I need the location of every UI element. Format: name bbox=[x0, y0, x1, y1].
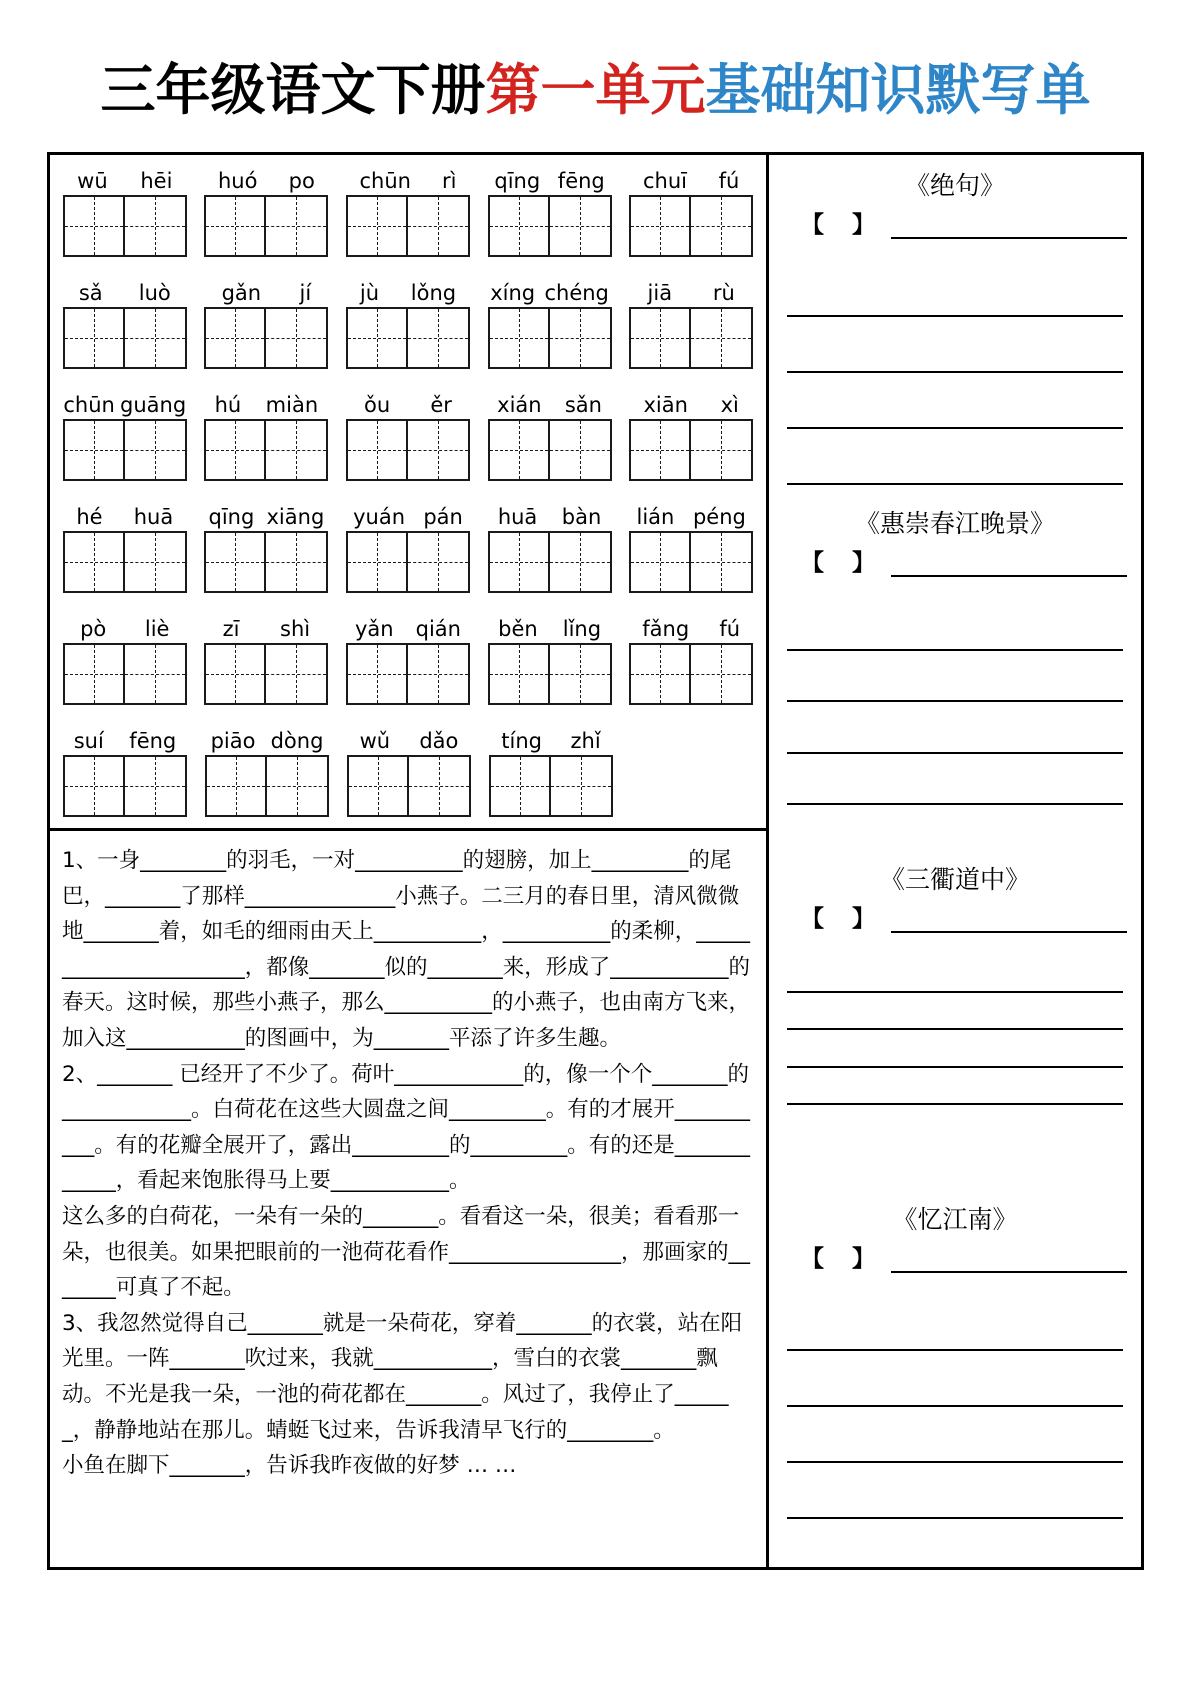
tianzige-box[interactable] bbox=[488, 643, 550, 705]
tianzige-box[interactable] bbox=[550, 195, 612, 257]
pinyin-label bbox=[61, 163, 189, 193]
tianzige-box[interactable] bbox=[489, 755, 551, 817]
tianzige-box[interactable] bbox=[691, 195, 753, 257]
poem-write-line[interactable] bbox=[787, 261, 1123, 317]
pinyin-label bbox=[61, 723, 189, 753]
poem-write-line[interactable] bbox=[787, 1030, 1123, 1068]
title-segment-unit: 第一单元 bbox=[485, 58, 706, 122]
poem-write-line[interactable] bbox=[787, 955, 1123, 993]
poem-author-line[interactable] bbox=[783, 1245, 1127, 1273]
tianzige-pair[interactable] bbox=[63, 419, 187, 481]
pinyin-syllable: chūn bbox=[63, 393, 115, 417]
pinyin-label bbox=[486, 499, 614, 529]
pinyin-label bbox=[486, 387, 614, 417]
poem-write-line[interactable] bbox=[891, 907, 1127, 933]
tianzige-pair[interactable] bbox=[347, 755, 471, 817]
pinyin-syllable: zī bbox=[222, 617, 240, 641]
tianzige-box[interactable] bbox=[408, 195, 470, 257]
word-writing-cell[interactable] bbox=[200, 163, 334, 275]
pinyin-syllable: zhǐ bbox=[570, 729, 601, 753]
pinyin-syllable: fǎng bbox=[642, 617, 690, 641]
poem-recitation-column bbox=[769, 155, 1141, 1567]
pinyin-label bbox=[202, 611, 330, 641]
page-title bbox=[0, 0, 1191, 130]
poem-author-line[interactable] bbox=[783, 211, 1127, 239]
pinyin-label bbox=[486, 163, 614, 193]
poem-write-line[interactable] bbox=[787, 993, 1123, 1031]
pinyin-syllable: rì bbox=[441, 169, 457, 193]
pinyin-label bbox=[61, 387, 189, 417]
pinyin-syllable: chéng bbox=[544, 281, 609, 305]
word-writing-cell[interactable] bbox=[341, 611, 475, 723]
pinyin-label bbox=[627, 499, 755, 529]
dynasty-bracket[interactable]: 【 】 bbox=[801, 1246, 886, 1272]
pinyin-row bbox=[58, 611, 766, 723]
pinyin-syllable: shì bbox=[280, 617, 311, 641]
tianzige-pair[interactable] bbox=[63, 195, 187, 257]
poem-recitation-block bbox=[769, 155, 1141, 485]
pinyin-syllable: fēng bbox=[557, 169, 605, 193]
pinyin-syllable: xì bbox=[720, 393, 739, 417]
pinyin-syllable: qīng bbox=[494, 169, 541, 193]
word-writing-cell[interactable] bbox=[342, 723, 476, 835]
title-segment-subject: 基础知识默写单 bbox=[705, 58, 1091, 122]
pinyin-label bbox=[344, 163, 472, 193]
word-writing-cell[interactable] bbox=[200, 611, 334, 723]
tianzige-pair[interactable] bbox=[204, 531, 328, 593]
tianzige-box[interactable] bbox=[204, 307, 266, 369]
poem-write-line[interactable] bbox=[787, 651, 1123, 703]
word-writing-cell[interactable] bbox=[200, 387, 334, 499]
tianzige-pair[interactable] bbox=[204, 195, 328, 257]
poem-write-line[interactable] bbox=[787, 599, 1123, 651]
tianzige-box[interactable] bbox=[63, 755, 125, 817]
poem-title: 《忆江南》 bbox=[892, 1205, 1018, 1234]
word-writing-cell[interactable] bbox=[341, 387, 475, 499]
pinyin-syllable: péng bbox=[692, 505, 746, 529]
tianzige-box[interactable] bbox=[629, 195, 691, 257]
tianzige-pair[interactable] bbox=[63, 755, 187, 817]
pinyin-syllable: yuán bbox=[353, 505, 406, 529]
pinyin-syllable: fú bbox=[718, 169, 740, 193]
pinyin-syllable: ǒu bbox=[364, 393, 391, 417]
pinyin-syllable: jiā bbox=[647, 281, 673, 305]
pinyin-label bbox=[627, 275, 755, 305]
poem-write-line[interactable] bbox=[787, 1295, 1123, 1351]
tianzige-pair[interactable] bbox=[346, 419, 470, 481]
pinyin-label bbox=[627, 163, 755, 193]
tianzige-box[interactable] bbox=[550, 307, 612, 369]
poem-title: 《绝句》 bbox=[904, 171, 1005, 200]
poem-write-line[interactable] bbox=[787, 429, 1123, 485]
tianzige-box[interactable] bbox=[346, 531, 408, 593]
tianzige-pair[interactable] bbox=[205, 755, 329, 817]
pinyin-label bbox=[344, 387, 472, 417]
tianzige-box[interactable] bbox=[550, 643, 612, 705]
word-writing-cell[interactable] bbox=[483, 275, 617, 387]
word-writing-cell[interactable] bbox=[483, 499, 617, 611]
tianzige-box[interactable] bbox=[204, 195, 266, 257]
word-writing-cell[interactable] bbox=[624, 387, 758, 499]
tianzige-pair[interactable] bbox=[346, 195, 470, 257]
pinyin-syllable: xíng bbox=[490, 281, 536, 305]
tianzige-pair[interactable] bbox=[489, 755, 613, 817]
poem-title: 《惠崇春江晚景》 bbox=[854, 509, 1055, 538]
tianzige-box[interactable] bbox=[204, 419, 266, 481]
tianzige-box[interactable] bbox=[488, 195, 550, 257]
worksheet-frame bbox=[47, 152, 1144, 1570]
tianzige-pair[interactable] bbox=[204, 643, 328, 705]
tianzige-pair[interactable] bbox=[204, 419, 328, 481]
pinyin-label bbox=[486, 275, 614, 305]
tianzige-box[interactable] bbox=[266, 419, 328, 481]
pinyin-syllable: gǎn bbox=[221, 281, 262, 305]
passage-paragraph-2b: 这么多的白荷花，一朵有一朵的_______。看看这一朵，很美；看看那一朵，也很美。如果把眼前的一池荷花看作________________，那画家的_______可真了不起。 bbox=[62, 1203, 751, 1301]
pinyin-syllable: guāng bbox=[120, 393, 187, 417]
word-writing-cell[interactable] bbox=[58, 499, 192, 611]
tianzige-box[interactable] bbox=[408, 419, 470, 481]
poem-author-line[interactable] bbox=[783, 549, 1127, 577]
tianzige-box[interactable] bbox=[408, 531, 470, 593]
poem-write-line[interactable] bbox=[787, 1351, 1123, 1407]
pinyin-syllable: lián bbox=[636, 505, 675, 529]
poem-author-line[interactable] bbox=[783, 905, 1127, 933]
tianzige-box[interactable] bbox=[125, 419, 187, 481]
tianzige-box[interactable] bbox=[551, 755, 613, 817]
tianzige-box[interactable] bbox=[266, 307, 328, 369]
pinyin-row bbox=[58, 723, 766, 835]
pinyin-syllable: hēi bbox=[140, 169, 173, 193]
word-writing-cell[interactable] bbox=[624, 163, 758, 275]
left-column bbox=[50, 155, 769, 1567]
pinyin-syllable: sǎ bbox=[78, 281, 103, 305]
pinyin-syllable: qián bbox=[415, 617, 461, 641]
pinyin-label bbox=[202, 163, 330, 193]
tianzige-pair[interactable] bbox=[629, 643, 753, 705]
pinyin-syllable: lǒng bbox=[410, 281, 457, 305]
word-writing-cell[interactable] bbox=[624, 275, 758, 387]
pinyin-syllable: piāo bbox=[210, 729, 256, 753]
pinyin-syllable: fú bbox=[719, 617, 741, 641]
pinyin-syllable: ěr bbox=[430, 393, 452, 417]
word-writing-cell[interactable] bbox=[483, 387, 617, 499]
poem-recitation-block bbox=[769, 485, 1141, 805]
pinyin-syllable: běn bbox=[498, 617, 538, 641]
tianzige-box[interactable] bbox=[629, 643, 691, 705]
tianzige-box[interactable] bbox=[346, 307, 408, 369]
poem-write-line[interactable] bbox=[787, 754, 1123, 806]
tianzige-box[interactable] bbox=[629, 419, 691, 481]
pinyin-syllable: pán bbox=[423, 505, 463, 529]
pinyin-row bbox=[58, 163, 766, 275]
title-segment-grade: 三年级语文下册 bbox=[100, 58, 486, 122]
poem-recitation-block bbox=[769, 1105, 1141, 1567]
poem-write-line[interactable] bbox=[787, 373, 1123, 429]
tianzige-pair[interactable] bbox=[204, 307, 328, 369]
pinyin-label bbox=[202, 499, 330, 529]
tianzige-box[interactable] bbox=[629, 307, 691, 369]
tianzige-box[interactable] bbox=[63, 531, 125, 593]
word-writing-cell[interactable] bbox=[483, 611, 617, 723]
tianzige-box[interactable] bbox=[63, 195, 125, 257]
tianzige-box[interactable] bbox=[346, 643, 408, 705]
tianzige-box[interactable] bbox=[266, 531, 328, 593]
tianzige-box[interactable] bbox=[408, 643, 470, 705]
tianzige-box[interactable] bbox=[409, 755, 471, 817]
tianzige-box[interactable] bbox=[205, 755, 267, 817]
word-writing-cell[interactable] bbox=[58, 163, 192, 275]
pinyin-label bbox=[61, 275, 189, 305]
tianzige-box[interactable] bbox=[266, 195, 328, 257]
pinyin-syllable: wǔ bbox=[359, 729, 391, 753]
tianzige-pair[interactable] bbox=[488, 419, 612, 481]
tianzige-pair[interactable] bbox=[629, 419, 753, 481]
pinyin-label bbox=[344, 275, 472, 305]
tianzige-box[interactable] bbox=[204, 643, 266, 705]
tianzige-pair[interactable] bbox=[346, 307, 470, 369]
tianzige-box[interactable] bbox=[550, 531, 612, 593]
pinyin-label bbox=[345, 723, 473, 753]
pinyin-syllable: po bbox=[288, 169, 315, 193]
tianzige-pair[interactable] bbox=[63, 531, 187, 593]
fill-in-passage-section bbox=[50, 831, 766, 1567]
pinyin-label bbox=[61, 611, 189, 641]
pinyin-label bbox=[344, 499, 472, 529]
tianzige-box[interactable] bbox=[346, 419, 408, 481]
pinyin-label bbox=[344, 611, 472, 641]
pinyin-syllable: yǎn bbox=[354, 617, 394, 641]
tianzige-pair[interactable] bbox=[629, 307, 753, 369]
dynasty-bracket[interactable]: 【 】 bbox=[801, 212, 886, 238]
pinyin-syllable: wū bbox=[77, 169, 108, 193]
tianzige-box[interactable] bbox=[266, 643, 328, 705]
dynasty-bracket[interactable]: 【 】 bbox=[801, 906, 886, 932]
tianzige-box[interactable] bbox=[691, 531, 753, 593]
word-writing-cell[interactable] bbox=[58, 387, 192, 499]
pinyin-row bbox=[58, 275, 766, 387]
tianzige-pair[interactable] bbox=[63, 307, 187, 369]
pinyin-label bbox=[486, 611, 614, 641]
pinyin-syllable: dòng bbox=[270, 729, 324, 753]
tianzige-box[interactable] bbox=[691, 643, 753, 705]
tianzige-box[interactable] bbox=[125, 643, 187, 705]
poem-write-line[interactable] bbox=[891, 551, 1127, 577]
pinyin-syllable: xiān bbox=[643, 393, 688, 417]
poem-write-line[interactable] bbox=[787, 1407, 1123, 1463]
pinyin-syllable: xián bbox=[497, 393, 542, 417]
pinyin-syllable: suí bbox=[73, 729, 104, 753]
pinyin-grid-section bbox=[50, 155, 766, 831]
passage-paragraph-1: 1、一身________的羽毛，一对__________的翅膀，加上_________的尾巴，_______了那样______________小燕子。二三月的春日里，清风微微地_______着，如毛的细雨由天上__________，__________的柔柳，______________________，都像_______似的_______来，形成了___________的春天。这时候，那些小燕子，那么__________的小燕子，也由南方飞来，加入这___________的图画中，为_______平添了许多生趣。 bbox=[62, 848, 751, 1051]
pinyin-syllable: lǐng bbox=[562, 617, 602, 641]
pinyin-syllable: huā bbox=[497, 505, 538, 529]
tianzige-box[interactable] bbox=[691, 307, 753, 369]
tianzige-box[interactable] bbox=[346, 195, 408, 257]
pinyin-label bbox=[202, 387, 330, 417]
tianzige-box[interactable] bbox=[125, 755, 187, 817]
tianzige-pair[interactable] bbox=[488, 195, 612, 257]
tianzige-box[interactable] bbox=[488, 419, 550, 481]
tianzige-box[interactable] bbox=[125, 307, 187, 369]
tianzige-pair[interactable] bbox=[488, 531, 612, 593]
pinyin-label bbox=[627, 611, 755, 641]
word-writing-cell[interactable] bbox=[484, 723, 618, 835]
pinyin-syllable: hé bbox=[76, 505, 103, 529]
pinyin-syllable: jí bbox=[299, 281, 312, 305]
pinyin-syllable: chuī bbox=[642, 169, 687, 193]
pinyin-syllable: tíng bbox=[501, 729, 542, 753]
pinyin-syllable: miàn bbox=[265, 393, 319, 417]
tianzige-box[interactable] bbox=[488, 531, 550, 593]
passage-paragraph-2: 2、_______ 已经开了不少了。荷叶____________的，像一个个_______的____________。白荷花在这些大圆盘之间_________。有的才展开__________。有的花瓣全展开了，露出_________的_________。有的还是____________，看起来饱胀得马上要___________。 bbox=[62, 1061, 751, 1194]
tianzige-box[interactable] bbox=[125, 195, 187, 257]
pinyin-syllable: huā bbox=[133, 505, 174, 529]
tianzige-box[interactable] bbox=[125, 531, 187, 593]
pinyin-syllable: qīng bbox=[208, 505, 255, 529]
pinyin-row bbox=[58, 499, 766, 611]
pinyin-syllable: dǎo bbox=[419, 729, 459, 753]
tianzige-box[interactable] bbox=[629, 531, 691, 593]
pinyin-syllable: bàn bbox=[561, 505, 602, 529]
poem-recitation-block bbox=[769, 805, 1141, 1105]
pinyin-syllable: jù bbox=[359, 281, 380, 305]
poem-title: 《三衢道中》 bbox=[879, 865, 1030, 894]
word-writing-cell[interactable] bbox=[341, 499, 475, 611]
pinyin-syllable: pò bbox=[80, 617, 107, 641]
tianzige-pair[interactable] bbox=[63, 643, 187, 705]
pinyin-label bbox=[61, 499, 189, 529]
passage-paragraph-3b: 小鱼在脚下_______，告诉我昨夜做的好梦 … … bbox=[62, 1453, 517, 1479]
tianzige-box[interactable] bbox=[63, 307, 125, 369]
pinyin-syllable: luò bbox=[138, 281, 171, 305]
tianzige-pair[interactable] bbox=[488, 307, 612, 369]
pinyin-label bbox=[487, 723, 615, 753]
passage-paragraph-3: 3、我忽然觉得自己_______就是一朵荷花，穿着_______的衣裳，站在阳光里。一阵_______吹过来，我就___________，雪白的衣裳_______飘动。不光是我一朵，一池的荷花都在_______。风过了，我停止了______，静静地站在那儿。蜻蜓飞过来，告诉我清早飞行的________。 bbox=[62, 1310, 743, 1443]
pinyin-syllable: fēng bbox=[129, 729, 177, 753]
pinyin-row bbox=[58, 387, 766, 499]
tianzige-box[interactable] bbox=[204, 531, 266, 593]
dynasty-bracket[interactable]: 【 】 bbox=[801, 550, 886, 576]
tianzige-pair[interactable] bbox=[629, 531, 753, 593]
word-writing-cell[interactable] bbox=[341, 275, 475, 387]
pinyin-label bbox=[203, 723, 331, 753]
word-writing-cell[interactable] bbox=[341, 163, 475, 275]
tianzige-box[interactable] bbox=[347, 755, 409, 817]
word-writing-cell[interactable] bbox=[200, 723, 334, 835]
pinyin-syllable: huó bbox=[217, 169, 258, 193]
tianzige-box[interactable] bbox=[63, 643, 125, 705]
tianzige-pair[interactable] bbox=[629, 195, 753, 257]
word-writing-cell[interactable] bbox=[58, 611, 192, 723]
pinyin-syllable: chūn bbox=[359, 169, 411, 193]
tianzige-box[interactable] bbox=[63, 419, 125, 481]
word-writing-cell[interactable] bbox=[624, 611, 758, 723]
pinyin-syllable: sǎn bbox=[564, 393, 602, 417]
tianzige-box[interactable] bbox=[550, 419, 612, 481]
poem-write-line[interactable] bbox=[787, 702, 1123, 754]
pinyin-syllable: rù bbox=[712, 281, 735, 305]
pinyin-label bbox=[202, 275, 330, 305]
word-writing-cell[interactable] bbox=[58, 723, 192, 835]
pinyin-syllable: liè bbox=[144, 617, 170, 641]
word-writing-cell[interactable] bbox=[200, 499, 334, 611]
word-writing-cell[interactable] bbox=[200, 275, 334, 387]
tianzige-box[interactable] bbox=[408, 307, 470, 369]
tianzige-box[interactable] bbox=[488, 307, 550, 369]
poem-write-line[interactable] bbox=[787, 1068, 1123, 1106]
word-writing-cell[interactable] bbox=[483, 163, 617, 275]
tianzige-box[interactable] bbox=[267, 755, 329, 817]
tianzige-pair[interactable] bbox=[346, 531, 470, 593]
pinyin-syllable: hú bbox=[214, 393, 242, 417]
poem-write-line[interactable] bbox=[787, 1463, 1123, 1519]
tianzige-pair[interactable] bbox=[346, 643, 470, 705]
poem-write-line[interactable] bbox=[787, 317, 1123, 373]
tianzige-pair[interactable] bbox=[488, 643, 612, 705]
pinyin-syllable: xiāng bbox=[266, 505, 325, 529]
word-writing-cell[interactable] bbox=[624, 499, 758, 611]
poem-write-line[interactable] bbox=[891, 213, 1127, 239]
tianzige-box[interactable] bbox=[691, 419, 753, 481]
poem-write-line[interactable] bbox=[891, 1247, 1127, 1273]
pinyin-label bbox=[627, 387, 755, 417]
word-writing-cell[interactable] bbox=[58, 275, 192, 387]
